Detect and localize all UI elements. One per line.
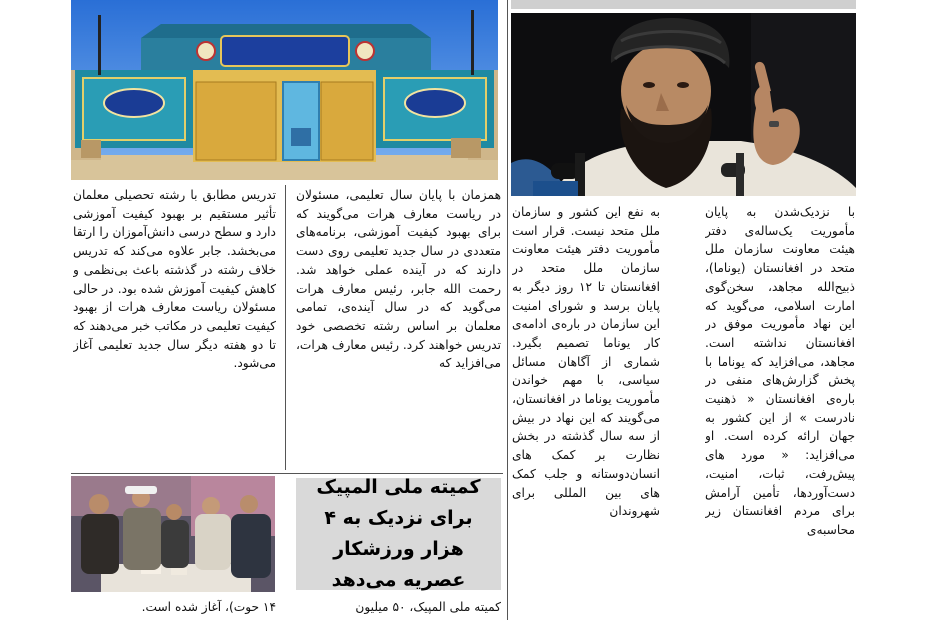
column-divider (285, 185, 286, 470)
school-image (71, 0, 498, 180)
article-education-left-text: تدریس مطابق با رشته تحصیلی معلمان تأثیر مستقیم بر بهبود کیفیت آموزشی دارد و سطح درسی دانش‌آموزان را ارتقا می‌بخشد. جابر علاوه می‌کند که تدریس خلاف رشته در گذشته باعث بی‌نظمی و کاهش کیفیت آموزش شده بود. در حالی مسئولان ریاست معارف هرات از بهبود کیفیت تعلیمی در مکاتب خبر می‌دهند که تا دو هفته دیگر سال جدید تعلیمی آغاز می‌شود. (73, 188, 276, 371)
top-gray-strip (511, 0, 856, 9)
column-divider (507, 0, 508, 620)
article-spokesman-column (705, 203, 855, 620)
olympic-left-text: ۱۴ حوت)، آغاز شده است. (141, 600, 276, 614)
olympic-right-text: کمیته ملی المپیک، ۵۰ میلیون (355, 600, 501, 614)
olympic-headline: کمیته ملی المپیک برای نزدیک به ۴ هزار ورزشکار عصریه می‌دهد (316, 476, 481, 591)
article-education-right-text: همزمان با پایان سال تعلیمی، مسئولان در ریاست معارف هرات می‌گویند که برای بهبود کیفیت آموزشی، برنامه‌های متعددی در سال جدید تعلیمی روی دست دارند که در آینده عملی خواهد شد. رحمت الله جابر، رئیس معارف هرات می‌گوید که در سال آینده‌ی، تمامی معلمان بر اساس رشته تخصصی خود تدریس خواهند کرد. رئیس معارف هرات، می‌افزاید که (296, 188, 501, 371)
olympic-right-column (296, 598, 501, 620)
spokesman-photo (511, 13, 856, 196)
olympic-headline-box (296, 478, 501, 590)
article-education-right-column (296, 186, 501, 473)
school-photo (71, 0, 498, 180)
article-unama-text: به نفع این کشور و سازمان ملل متحد نیست. قرار است مأموریت دفتر هیئت معاونت سازمان ملل متحد در افغانستان تا ۱۲ روز دیگر به پایان برسد و شورای امنیت این سازمان در باره‌ی ادامه‌ی کار یوناما تصمیم بگیرد. شماری از آگاهان مسائل سیاسی، با مهم خواندن مأموریت یوناما در افغانستان، می‌گویند که این نهاد در بیش از سه سال گذشته در بخش نظارت بر کمک های انسان‌دوستانه و جلب کمک های بین المللی برای شهروندان (512, 205, 660, 519)
olympic-left-column (73, 598, 276, 620)
article-spokesman-text: با نزدیک‌شدن به پایان مأموریت یک‌ساله‌ی دفتر هیئت معاونت سازمان ملل متحد در افغانستان (یوناما)، ذبیح‌الله مجاهد، سخن‌گوی امارت اسلامی، می‌گوید که این نهاد مأموریت موفق در افغانستان نداشته است. مجاهد، می‌افزاید که یوناما با پخش گزارش‌های منفی در باره‌ی افغانستان « ذهنیت نادرست » از این کشور به جهان ارائه کرده است. او می‌افزاید: « مورد های پیش‌رفت، ثبات، امنیت، دست‌آوردها، تأمین آرامش برای مردم افغانستان زیر محاسبه‌ی (705, 205, 855, 537)
article-education-left-column (73, 186, 276, 473)
meeting-image (71, 476, 275, 592)
spokesman-image (511, 13, 856, 196)
article-unama-column (512, 203, 660, 620)
meeting-photo (71, 476, 275, 592)
